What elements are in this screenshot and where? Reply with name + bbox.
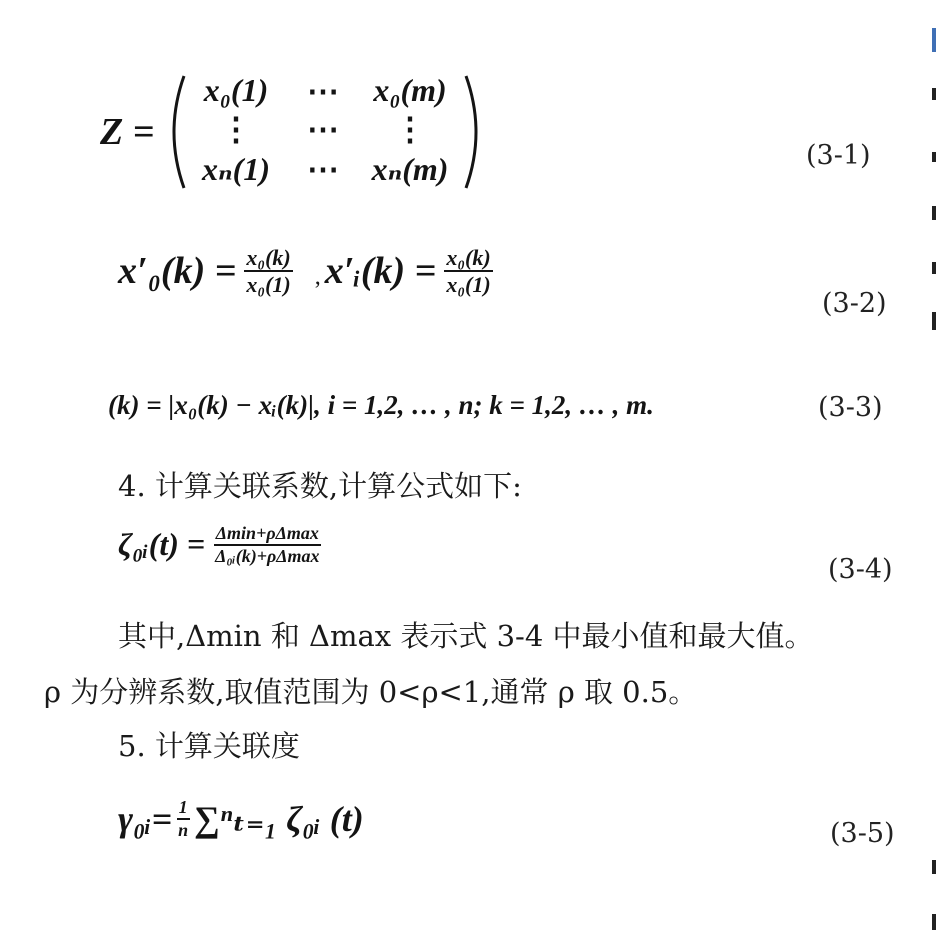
fraction-numerator: x₀(k) [244, 246, 292, 272]
fraction-denominator: Δ₀ᵢ(k)+ρΔmax [215, 545, 320, 566]
matrix-cell: ⋯ [307, 111, 339, 147]
matrix-grid [186, 72, 460, 188]
fraction-denominator: n [178, 820, 189, 840]
eq5-fraction [176, 798, 190, 840]
where-text-line-2: ρ 为分辨系数,取值范围为 0<ρ<1,通常 ρ 取 0.5。 [44, 675, 698, 709]
eq4-fraction [213, 524, 321, 566]
eq2-lhs-1: x′₀(k) = [118, 250, 237, 293]
fraction-numerator: x₀(k) [444, 246, 492, 272]
equation-3-2 [118, 246, 493, 296]
where-text-line-1: 其中,Δmin 和 Δmax 表示式 3-4 中最小值和最大值。 [118, 619, 814, 653]
equation-number: (3-3) [818, 392, 883, 423]
edge-mark [932, 152, 936, 162]
matrix-cell: ⋮ [394, 111, 426, 147]
equation-number: (3-1) [806, 140, 871, 171]
eq4-lhs: ζ₀ᵢ(t) = [118, 526, 206, 563]
matrix-right-paren [460, 72, 490, 192]
edge-mark [932, 914, 936, 930]
fraction-numerator: Δmin+ρΔmax [214, 524, 321, 546]
equation-3-5 [118, 798, 364, 840]
matrix-lhs: Z = [100, 111, 155, 153]
edge-mark [932, 28, 936, 52]
matrix-cell: ⋯ [307, 151, 339, 187]
step-5-text: 5. 计算关联度 [118, 729, 300, 763]
edge-mark [932, 312, 936, 330]
matrix-cell: x₀(m) [373, 72, 447, 108]
equation-3-4 [118, 524, 322, 566]
eq5-lhs: γ₀ᵢ= [118, 799, 173, 839]
eq2-separator: , [314, 263, 321, 290]
equation-number: (3-5) [830, 818, 895, 849]
matrix-cell: xₙ(m) [371, 151, 449, 187]
edge-mark [932, 262, 936, 274]
matrix-cell: xₙ(1) [202, 151, 270, 187]
eq5-sum: ∑ⁿₜ₌₁ ζ₀ᵢ (t) [194, 799, 364, 839]
equation-number: (3-2) [822, 288, 887, 319]
fraction-denominator: x₀(1) [446, 272, 491, 298]
matrix-cell: ⋯ [307, 73, 339, 109]
edge-mark [932, 860, 936, 874]
step-4-text: 4. 计算关联系数,计算公式如下: [118, 469, 522, 503]
edge-mark [932, 88, 936, 100]
matrix-cell: ⋮ [220, 111, 252, 147]
edge-mark [932, 206, 936, 220]
equation-number: (3-4) [828, 554, 893, 585]
fraction-numerator: 1 [177, 798, 190, 820]
eq2-lhs-2: x′ᵢ(k) = [324, 250, 437, 293]
equation-3-3: (k) = |x₀(k) − xᵢ(k)|, i = 1,2, … , n; k = 1,2, … , m. [108, 390, 654, 420]
eq2-fraction-1 [244, 246, 292, 296]
fraction-denominator: x₀(1) [246, 272, 291, 298]
eq2-fraction-2 [444, 246, 492, 296]
matrix-cell: x₀(1) [203, 72, 269, 108]
